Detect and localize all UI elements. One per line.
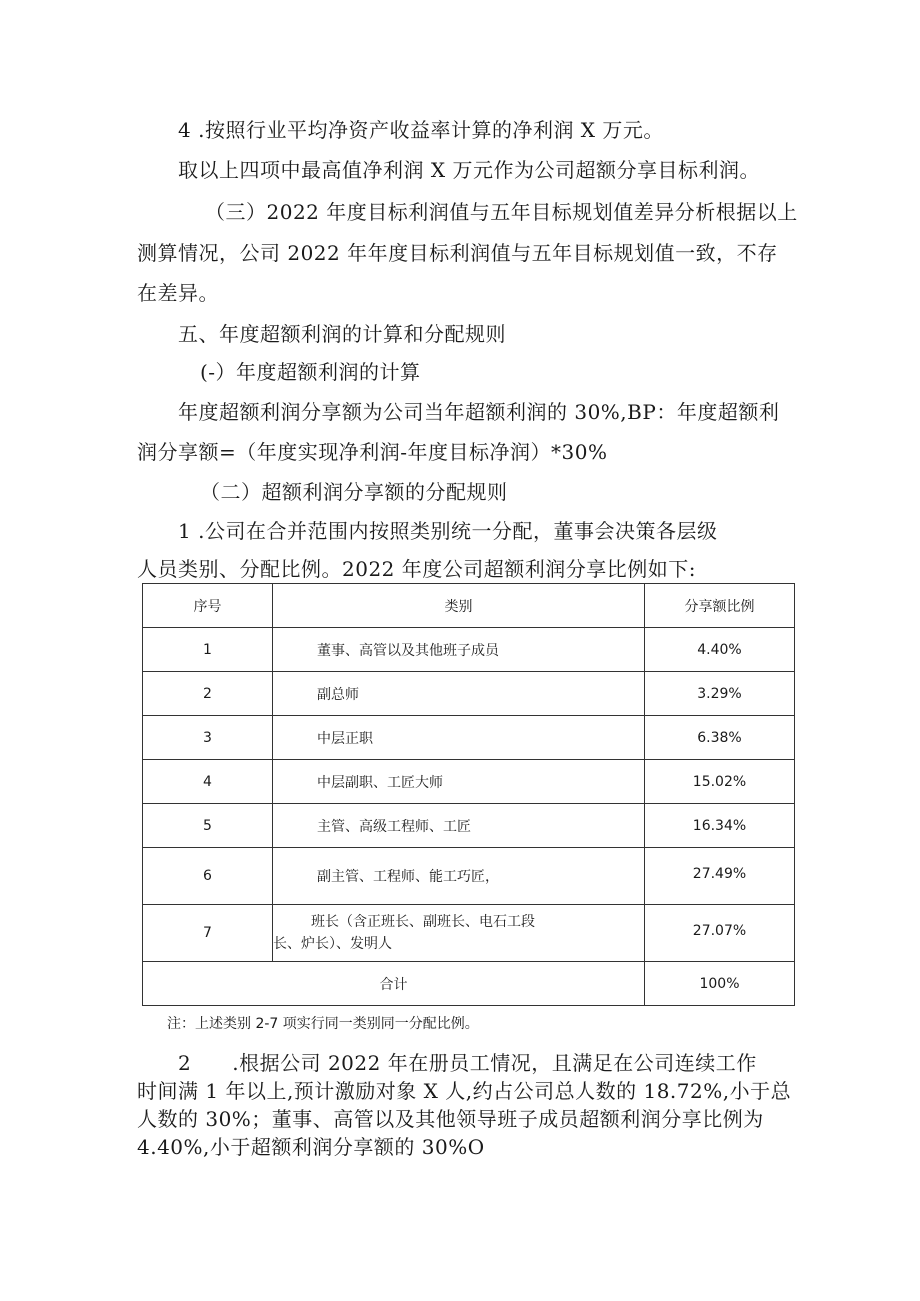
- paragraph-rule-2-line-1: 2 .根据公司 2022 年在册员工情况，且满足在公司连续工作: [178, 1051, 757, 1075]
- header-ratio: 分享额比例: [645, 584, 795, 628]
- row-ratio: 16.34%: [645, 804, 795, 848]
- table-row: [143, 848, 795, 905]
- row-category: 副主管、工程师、能工巧匠，: [273, 848, 645, 905]
- paragraph-difference-line-2: 测算情况，公司 2022 年年度目标利润值与五年目标规划值一致，不存: [137, 241, 778, 265]
- row-ratio: 27.07%: [645, 905, 795, 962]
- share-ratio-table: [142, 583, 795, 1006]
- row-category-line-2: 长、炉长）、发明人: [273, 936, 392, 952]
- table-note: 注：上述类别 2-7 项实行同一类别同一分配比例。: [167, 1016, 479, 1032]
- table-row: [143, 716, 795, 760]
- table-row: [143, 804, 795, 848]
- subsection-heading-calc: (-）年度超额利润的计算: [200, 360, 421, 384]
- row-no: 1: [143, 628, 273, 672]
- paragraph-rule-2-line-4: 4.40%,小于超额利润分享额的 30%O: [137, 1135, 485, 1159]
- paragraph-target-profit: 取以上四项中最高值净利润 X 万元作为公司超额分享目标利润。: [178, 158, 760, 182]
- table-total-row: [143, 962, 795, 1006]
- row-no: 6: [143, 848, 273, 905]
- paragraph-difference-line-3: 在差异。: [137, 281, 219, 305]
- row-ratio: 6.38%: [645, 716, 795, 760]
- table-row: [143, 672, 795, 716]
- row-ratio: 15.02%: [645, 760, 795, 804]
- table-row: [143, 905, 795, 962]
- header-no: 序号: [143, 584, 273, 628]
- row-category: 中层正职: [273, 716, 645, 760]
- paragraph-rule-1-line-1: 1 .公司在合并范围内按照类别统一分配，董事会决策各层级: [178, 519, 718, 543]
- row-no: 3: [143, 716, 273, 760]
- paragraph-rule-1-line-2: 人员类别、分配比例。2022 年度公司超额利润分享比例如下:: [137, 557, 696, 581]
- paragraph-rule-2-line-2: 时间满 1 年以上,预计激励对象 X 人,约占公司总人数的 18.72%,小于总: [137, 1079, 792, 1103]
- paragraph-item-4: 4 .按照行业平均净资产收益率计算的净利润 X 万元。: [178, 118, 664, 142]
- row-ratio: 3.29%: [645, 672, 795, 716]
- row-no: 5: [143, 804, 273, 848]
- table-row: [143, 628, 795, 672]
- paragraph-calc-line-1: 年度超额利润分享额为公司当年超额利润的 30%,BP：年度超额利: [178, 400, 780, 424]
- row-category-line-1: 班长（含正班长、副班长、电石工段: [311, 914, 535, 930]
- total-label: 合计: [143, 962, 645, 1006]
- section-heading-5: 五、年度超额利润的计算和分配规则: [178, 322, 506, 346]
- table-row: [143, 760, 795, 804]
- paragraph-difference-line-1: （三）2022 年度目标利润值与五年目标规划值差异分析根据以上: [205, 200, 798, 224]
- subsection-heading-rules: （二）超额利润分享额的分配规则: [200, 480, 508, 504]
- row-category: 董事、高管以及其他班子成员: [273, 628, 645, 672]
- paragraph-calc-line-2: 润分享额=（年度实现净利润-年度目标净润）*30%: [137, 440, 608, 464]
- total-ratio: 100%: [645, 962, 795, 1006]
- header-category: 类别: [273, 584, 645, 628]
- row-no: 4: [143, 760, 273, 804]
- row-category: 主管、高级工程师、工匠: [273, 804, 645, 848]
- paragraph-rule-2-line-3: 人数的 30%；董事、高管以及其他领导班子成员超额利润分享比例为: [137, 1107, 764, 1131]
- table-header-row: [143, 584, 795, 628]
- row-category: 中层副职、工匠大师: [273, 760, 645, 804]
- row-no: 2: [143, 672, 273, 716]
- row-category: [273, 905, 645, 962]
- row-no: 7: [143, 905, 273, 962]
- row-category: 副总师: [273, 672, 645, 716]
- row-ratio: 4.40%: [645, 628, 795, 672]
- row-ratio: 27.49%: [645, 848, 795, 905]
